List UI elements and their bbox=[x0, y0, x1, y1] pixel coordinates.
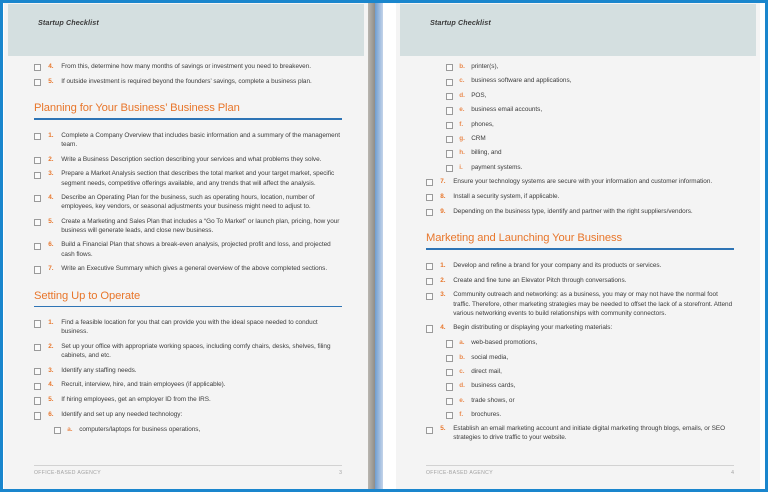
viewer-border-top bbox=[0, 0, 768, 3]
section-heading: Planning for Your Business’ Business Plan bbox=[34, 102, 240, 115]
checklist-subitem bbox=[426, 105, 734, 114]
checklist-item bbox=[34, 193, 342, 211]
document-section bbox=[34, 290, 342, 435]
checklist-item-text: Identify and set up any needed technology: bbox=[61, 411, 183, 419]
checklist-item-text: If hiring employees, get an employer ID from the IRS. bbox=[61, 396, 211, 404]
checkbox-icon[interactable] bbox=[34, 195, 41, 202]
checklist-group bbox=[34, 62, 342, 86]
checkbox-icon[interactable] bbox=[426, 325, 433, 332]
checkbox-icon[interactable] bbox=[34, 383, 41, 390]
checkbox-icon[interactable] bbox=[34, 172, 41, 179]
checklist-item bbox=[426, 323, 734, 332]
checklist-item-marker: a. bbox=[459, 339, 465, 347]
checklist-item-text: business email accounts, bbox=[471, 106, 543, 114]
checkbox-icon[interactable] bbox=[34, 320, 41, 327]
checklist-item-marker: f. bbox=[459, 411, 464, 418]
checklist-item-marker: 3. bbox=[48, 366, 54, 374]
checklist-item bbox=[34, 395, 342, 404]
checklist-item-text: trade shows, or bbox=[471, 396, 515, 404]
page-right-header-spacer bbox=[426, 4, 734, 62]
checklist-item-text: computers/laptops for business operations, bbox=[79, 426, 201, 433]
section-divider bbox=[34, 118, 342, 120]
checklist-item bbox=[34, 264, 342, 273]
checkbox-icon[interactable] bbox=[446, 79, 453, 86]
checklist-item-marker: 1. bbox=[440, 261, 446, 269]
checkbox-icon[interactable] bbox=[34, 219, 41, 226]
checklist-item-marker: 4. bbox=[48, 381, 54, 389]
page-right-content-area bbox=[400, 4, 756, 488]
checklist-item bbox=[34, 410, 342, 419]
checklist-item-text: phones, bbox=[471, 120, 494, 128]
checkbox-icon[interactable] bbox=[426, 209, 433, 216]
checkbox-icon[interactable] bbox=[446, 412, 453, 419]
checklist-item-text: If outside investment is required beyond the founders’ savings, complete a business plan. bbox=[61, 77, 312, 85]
page-left-blocks bbox=[34, 62, 342, 434]
page-left-page-number: 3 bbox=[339, 470, 342, 476]
page-left-body bbox=[8, 4, 364, 488]
checkbox-icon[interactable] bbox=[34, 368, 41, 375]
page-right-footer-label: OFFICE-BASED AGENCY bbox=[426, 470, 493, 476]
checkbox-icon[interactable] bbox=[446, 64, 453, 71]
checklist-item-marker: d. bbox=[459, 382, 465, 390]
checklist-subitem bbox=[426, 120, 734, 129]
checklist-group bbox=[426, 62, 734, 216]
checklist-item-text: Ensure your technology systems are secure with your information and customer information. bbox=[453, 178, 713, 185]
checklist-item-marker: e. bbox=[459, 106, 465, 114]
checklist-item-text: Recruit, interview, hire, and train employees (if applicable). bbox=[61, 381, 226, 389]
checkbox-icon[interactable] bbox=[426, 179, 433, 186]
checklist-item bbox=[426, 177, 734, 186]
checklist-item-marker: f. bbox=[459, 120, 464, 128]
viewer-border-left bbox=[0, 0, 3, 492]
checklist-subitem bbox=[426, 134, 734, 143]
checklist-item-text: Set up your office with appropriate working spaces, including comfy chairs, desks, shelves, filing cabinets, and etc. bbox=[61, 342, 331, 359]
checklist-item bbox=[34, 342, 342, 360]
section-heading: Marketing and Launching Your Business bbox=[426, 232, 622, 245]
checklist-item bbox=[34, 217, 342, 235]
document-page-left bbox=[4, 0, 368, 492]
document-section bbox=[426, 232, 734, 442]
checklist-item-marker: 7. bbox=[48, 265, 54, 273]
checklist-item bbox=[426, 207, 734, 216]
checklist-subitem bbox=[426, 148, 734, 157]
checklist-item-text: payment systems. bbox=[471, 163, 523, 171]
checklist-item-marker: b. bbox=[459, 63, 465, 70]
checklist-item-text: Write an Executive Summary which gives a general overview of the above completed sections. bbox=[61, 265, 328, 273]
checklist-item-text: business software and applications, bbox=[471, 77, 572, 85]
checklist-item-text: business cards, bbox=[471, 382, 516, 390]
checklist-item-marker: 5. bbox=[48, 77, 54, 85]
checklist-subitem bbox=[426, 410, 734, 419]
section-divider bbox=[34, 306, 342, 308]
checkbox-icon[interactable] bbox=[34, 133, 41, 140]
checklist-item bbox=[426, 290, 734, 317]
checklist-item-text: social media, bbox=[471, 353, 509, 361]
checklist-item-text: Create and fine tune an Elevator Pitch through conversations. bbox=[453, 276, 627, 284]
checklist-subitem bbox=[426, 381, 734, 390]
checklist-item-marker: 7. bbox=[440, 178, 446, 185]
page-left-footer-label: OFFICE-BASED AGENCY bbox=[34, 470, 101, 476]
checklist-item-text: Community outreach and networking: as a business, you may or may not have the normal foot traffic. Therefore, other marketing strategies may be needed to offset the lack of a storefront. Attend various networking events to build relationships with community connectors. bbox=[453, 291, 733, 317]
checkbox-icon[interactable] bbox=[446, 165, 453, 172]
checkbox-icon[interactable] bbox=[446, 122, 453, 129]
checklist-item-marker: 2. bbox=[48, 155, 54, 163]
checklist-item-text: Develop and refine a brand for your company and its products or services. bbox=[453, 261, 662, 269]
section-heading: Setting Up to Operate bbox=[34, 289, 141, 302]
checklist-subitem bbox=[426, 396, 734, 405]
checklist-subitem bbox=[426, 353, 734, 362]
gutter-shadow bbox=[368, 0, 375, 492]
page-right-page-number: 4 bbox=[731, 470, 734, 476]
checklist-item-text: brochures. bbox=[471, 411, 502, 418]
checkbox-icon[interactable] bbox=[54, 427, 61, 434]
checklist-item bbox=[426, 424, 734, 442]
checklist-item bbox=[34, 169, 342, 187]
checklist-item-text: Complete a Company Overview that includes basic information and a summary of the management team. bbox=[61, 131, 340, 148]
checklist-item-marker: 1. bbox=[48, 131, 54, 139]
checkbox-icon[interactable] bbox=[426, 263, 433, 270]
checkbox-icon[interactable] bbox=[446, 398, 453, 405]
checklist-item-marker: 6. bbox=[48, 241, 54, 249]
checkbox-icon[interactable] bbox=[446, 355, 453, 362]
page-right-footer-rule bbox=[426, 465, 734, 466]
vertical-scrollbar[interactable] bbox=[375, 0, 383, 492]
page-left-content-area bbox=[8, 4, 364, 488]
page-right-body bbox=[400, 4, 756, 488]
checklist-item-text: Build a Financial Plan that shows a break-even analysis, projected profit and loss, and projected cash flows. bbox=[61, 241, 331, 258]
document-section bbox=[34, 102, 342, 273]
page-right-footer bbox=[426, 465, 734, 476]
checklist-subitem bbox=[426, 91, 734, 100]
checkbox-icon[interactable] bbox=[446, 107, 453, 114]
checklist-item-marker: 3. bbox=[440, 291, 446, 299]
checklist-item-text: Write a Business Description section describing your services and what problems they solve. bbox=[61, 155, 322, 163]
checklist-item bbox=[34, 77, 342, 86]
checklist-subitem bbox=[426, 163, 734, 172]
checklist-item-text: Find a feasible location for you that can provide you with the ideal space needed to conduct business. bbox=[61, 319, 318, 336]
checklist-item-marker: i. bbox=[459, 163, 463, 171]
checklist-item-marker: 2. bbox=[440, 276, 446, 284]
checkbox-icon[interactable] bbox=[446, 93, 453, 100]
checklist-item-text: Depending on the business type, identify and partner with the right suppliers/vendors. bbox=[453, 207, 693, 215]
checklist-item-text: Begin distributing or displaying your marketing materials: bbox=[453, 324, 613, 332]
checklist-item-text: POS, bbox=[471, 91, 487, 99]
checklist-item-marker: d. bbox=[459, 91, 465, 99]
checkbox-icon[interactable] bbox=[34, 344, 41, 351]
checklist-item-marker: 5. bbox=[48, 217, 54, 225]
section-heading-group bbox=[34, 102, 342, 120]
checklist-item-text: Create a Marketing and Sales Plan that includes a “Go To Market” or launch plan, pricing, how your business will generate leads, and close new business. bbox=[61, 217, 340, 234]
checkbox-icon[interactable] bbox=[446, 150, 453, 157]
checklist-item bbox=[34, 366, 342, 375]
checklist-item-marker: e. bbox=[459, 396, 465, 404]
page-right-running-header: Startup Checklist bbox=[430, 18, 491, 27]
checklist-subitem bbox=[426, 62, 734, 71]
page-right-footer-row bbox=[426, 470, 734, 476]
checklist-item-text: Install a security system, if applicable. bbox=[453, 192, 560, 200]
checklist-item-text: From this, determine how many months of savings or investment you need to breakeven. bbox=[61, 63, 311, 70]
checklist-item-marker: h. bbox=[459, 149, 465, 157]
checklist-item-marker: 5. bbox=[440, 425, 446, 433]
checkbox-icon[interactable] bbox=[426, 293, 433, 300]
checklist-item-marker: c. bbox=[459, 77, 465, 85]
checklist-item-marker: 4. bbox=[48, 194, 54, 202]
checklist-item bbox=[34, 131, 342, 149]
page-left-footer-rule bbox=[34, 465, 342, 466]
checklist-item-marker: 5. bbox=[48, 396, 54, 404]
checkbox-icon[interactable] bbox=[426, 194, 433, 201]
checklist-item-marker: 4. bbox=[48, 63, 54, 70]
document-page-right bbox=[396, 0, 760, 492]
page-left-header-spacer bbox=[34, 4, 342, 62]
checkbox-icon[interactable] bbox=[446, 340, 453, 347]
checklist-item-marker: b. bbox=[459, 353, 465, 361]
checkbox-icon[interactable] bbox=[34, 397, 41, 404]
checklist-item-text: CRM bbox=[471, 134, 486, 142]
page-left-running-header: Startup Checklist bbox=[38, 18, 99, 27]
checkbox-icon[interactable] bbox=[34, 157, 41, 164]
checklist-item-text: Identify any staffing needs. bbox=[61, 366, 137, 374]
checklist-item-marker: 2. bbox=[48, 342, 54, 350]
checklist-item-marker: g. bbox=[459, 134, 465, 142]
checklist-item bbox=[34, 380, 342, 389]
checkbox-icon[interactable] bbox=[34, 79, 41, 86]
checklist-item-marker: a. bbox=[67, 426, 73, 433]
checklist-item bbox=[34, 240, 342, 258]
checklist-item-text: Describe an Operating Plan for the business, such as operating hours, location, number of employees, key vendors, or seasonal adjustments your business might need to adjust to. bbox=[61, 194, 315, 211]
checklist-item bbox=[34, 62, 342, 71]
checklist-item-text: billing, and bbox=[471, 149, 502, 157]
section-heading-group bbox=[426, 232, 734, 250]
page-left-footer-row bbox=[34, 470, 342, 476]
checklist-item bbox=[426, 276, 734, 285]
checklist-subitem bbox=[426, 76, 734, 85]
checklist-item-text: Establish an email marketing account and initiate digital marketing through blogs, emails, or SEO strategies to drive traffic to your website. bbox=[453, 425, 726, 442]
checkbox-icon[interactable] bbox=[34, 412, 41, 419]
checkbox-icon[interactable] bbox=[34, 64, 41, 71]
checklist-item-marker: 4. bbox=[440, 324, 446, 332]
section-divider bbox=[426, 248, 734, 250]
checklist-item bbox=[426, 192, 734, 201]
checkbox-icon[interactable] bbox=[446, 383, 453, 390]
checklist-subitem bbox=[426, 338, 734, 347]
checkbox-icon[interactable] bbox=[426, 427, 433, 434]
checklist-subitem bbox=[426, 367, 734, 376]
checkbox-icon[interactable] bbox=[34, 243, 41, 250]
checklist-item-marker: c. bbox=[459, 367, 465, 375]
checklist-item-text: web-based promotions, bbox=[471, 339, 538, 347]
checkbox-icon[interactable] bbox=[426, 278, 433, 285]
checklist-item-text: direct mail, bbox=[471, 367, 502, 375]
checkbox-icon[interactable] bbox=[34, 266, 41, 273]
page-left-footer bbox=[34, 465, 342, 476]
checklist-subitem bbox=[34, 425, 342, 434]
checklist-item-marker: 8. bbox=[440, 192, 446, 200]
page-gutter bbox=[368, 0, 392, 492]
checklist-item-text: printer(s), bbox=[471, 63, 499, 70]
checklist-item-marker: 3. bbox=[48, 170, 54, 178]
checklist-item-marker: 6. bbox=[48, 411, 54, 419]
checklist-item bbox=[34, 155, 342, 164]
checklist-item bbox=[34, 318, 342, 336]
checkbox-icon[interactable] bbox=[446, 369, 453, 376]
page-right-blocks bbox=[426, 62, 734, 443]
checklist-item-marker: 9. bbox=[440, 207, 446, 215]
checklist-item-marker: 1. bbox=[48, 319, 54, 327]
checklist-item bbox=[426, 261, 734, 270]
section-heading-group bbox=[34, 290, 342, 308]
checkbox-icon[interactable] bbox=[446, 136, 453, 143]
checklist-item-text: Prepare a Market Analysis section that describes the total market and your target market, specific segment needs, competitive offerings available, and any trends that will affect the analysis. bbox=[61, 170, 335, 187]
